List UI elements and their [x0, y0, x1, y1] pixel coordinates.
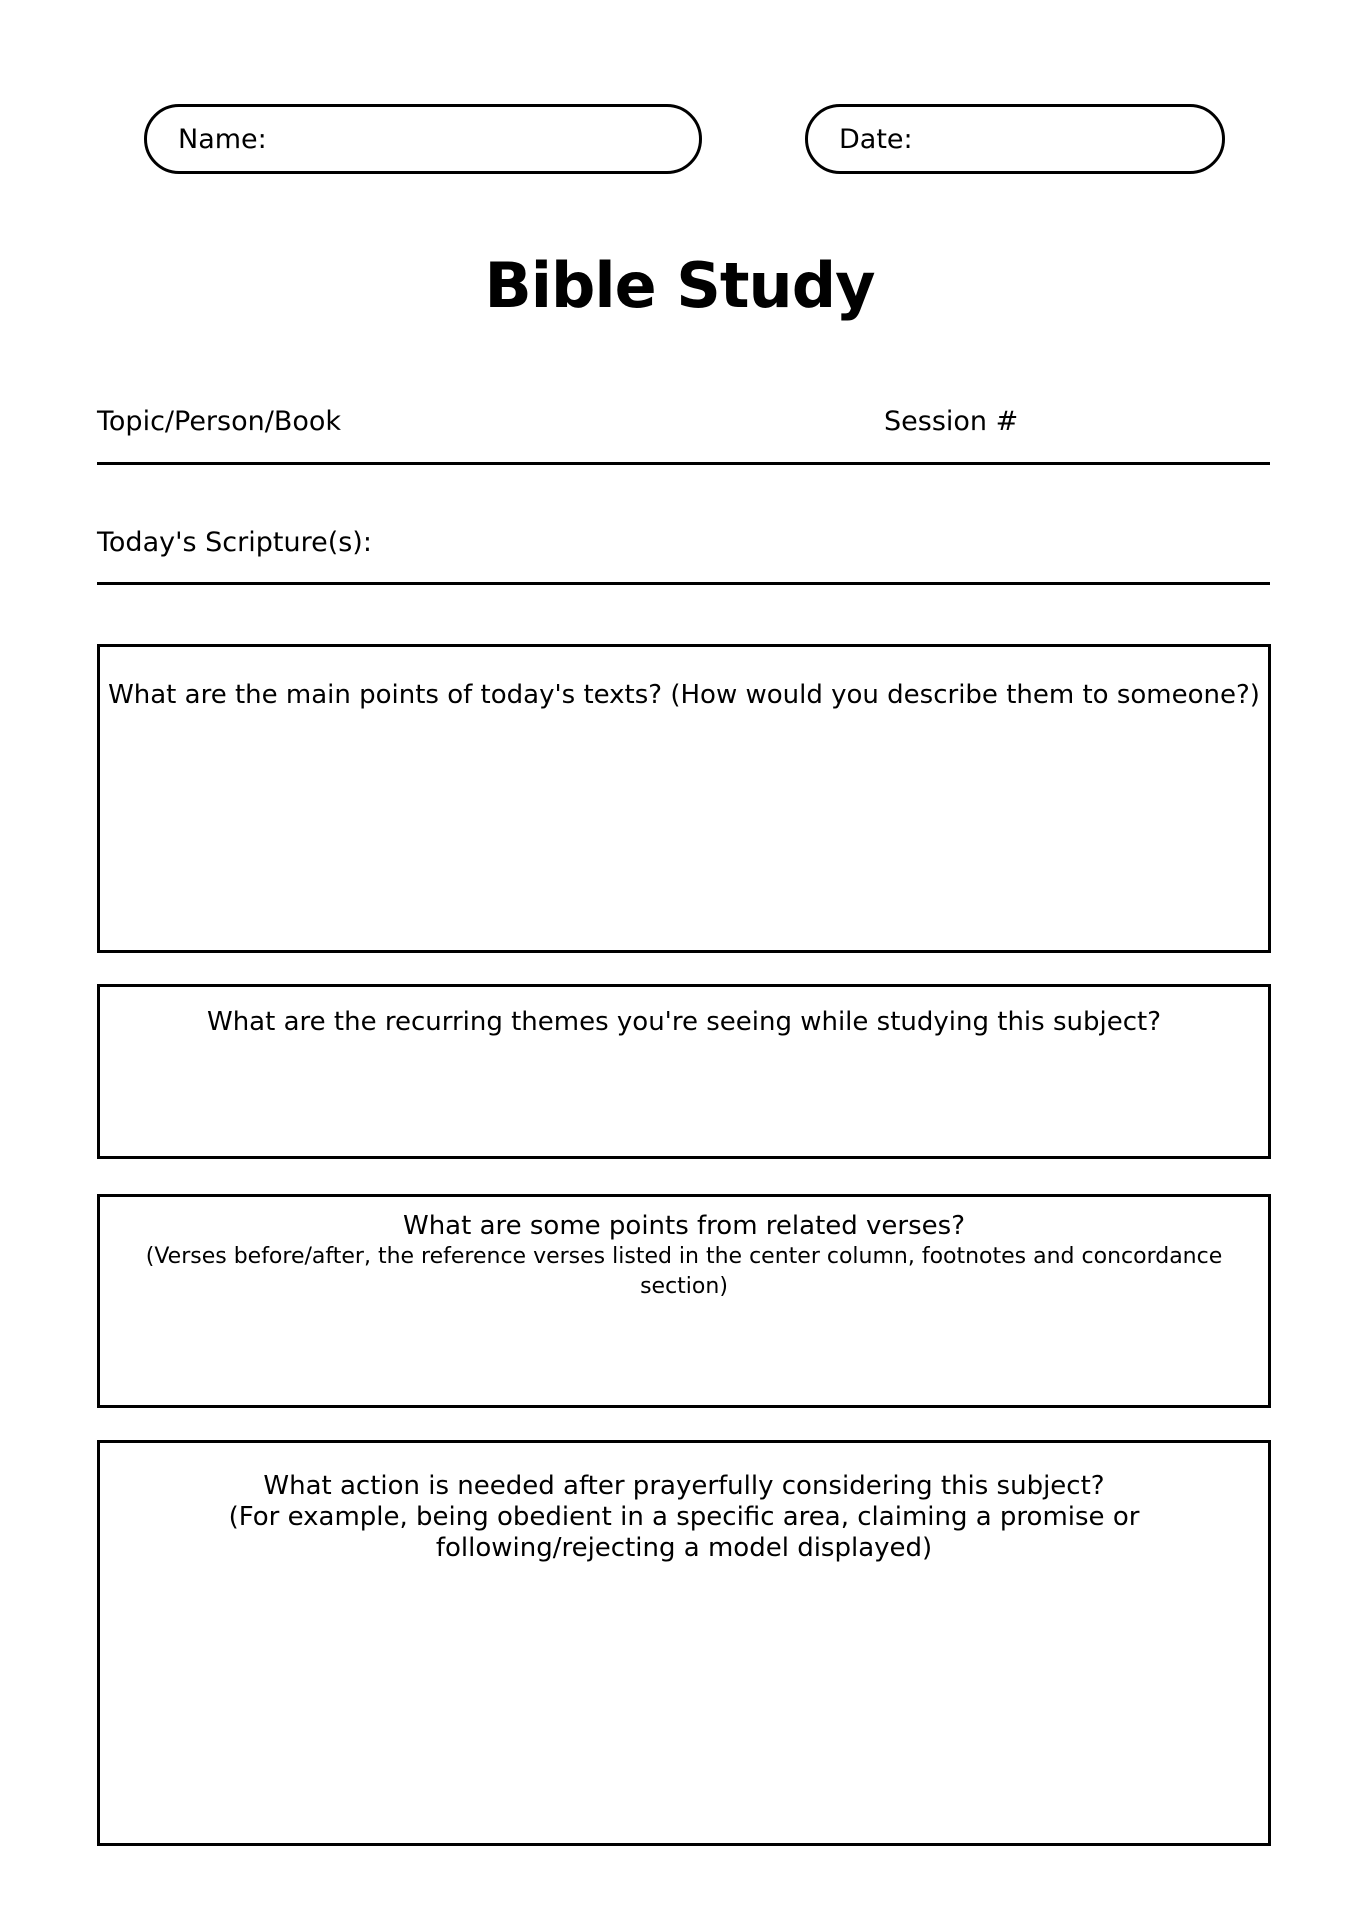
related-verses-question: What are some points from related verses?	[402, 1211, 965, 1241]
topic-label: Topic/Person/Book	[97, 406, 342, 437]
related-verses-note: (Verses before/after, the reference verses listed in the center column, footnotes and concordance section)	[145, 1244, 1223, 1299]
action-question-line: What action is needed after prayerfully considering this subject?	[263, 1471, 1105, 1501]
main-points-question: What are the main points of today's texts? (How would you describe them to someone?)	[108, 680, 1260, 710]
action-question-line: (For example, being obedient in a specific area, claiming a promise or	[228, 1502, 1140, 1532]
name-label: Name:	[178, 123, 267, 155]
action-needed-box[interactable]	[97, 1440, 1271, 1846]
topic-session-line[interactable]	[97, 462, 1270, 465]
session-label: Session #	[884, 406, 1019, 437]
related-verses-box[interactable]	[97, 1194, 1271, 1408]
date-field[interactable]	[805, 104, 1225, 174]
page-title: Bible Study	[484, 249, 875, 322]
scripture-line[interactable]	[97, 582, 1270, 585]
date-label: Date:	[839, 123, 913, 155]
recurring-themes-box[interactable]	[97, 984, 1271, 1159]
scripture-label: Today's Scripture(s):	[97, 527, 372, 558]
recurring-themes-question: What are the recurring themes you're seeing while studying this subject?	[207, 1007, 1161, 1037]
name-field[interactable]	[144, 104, 702, 174]
main-points-box[interactable]	[97, 644, 1271, 953]
action-question-line: following/rejecting a model displayed)	[435, 1533, 933, 1563]
